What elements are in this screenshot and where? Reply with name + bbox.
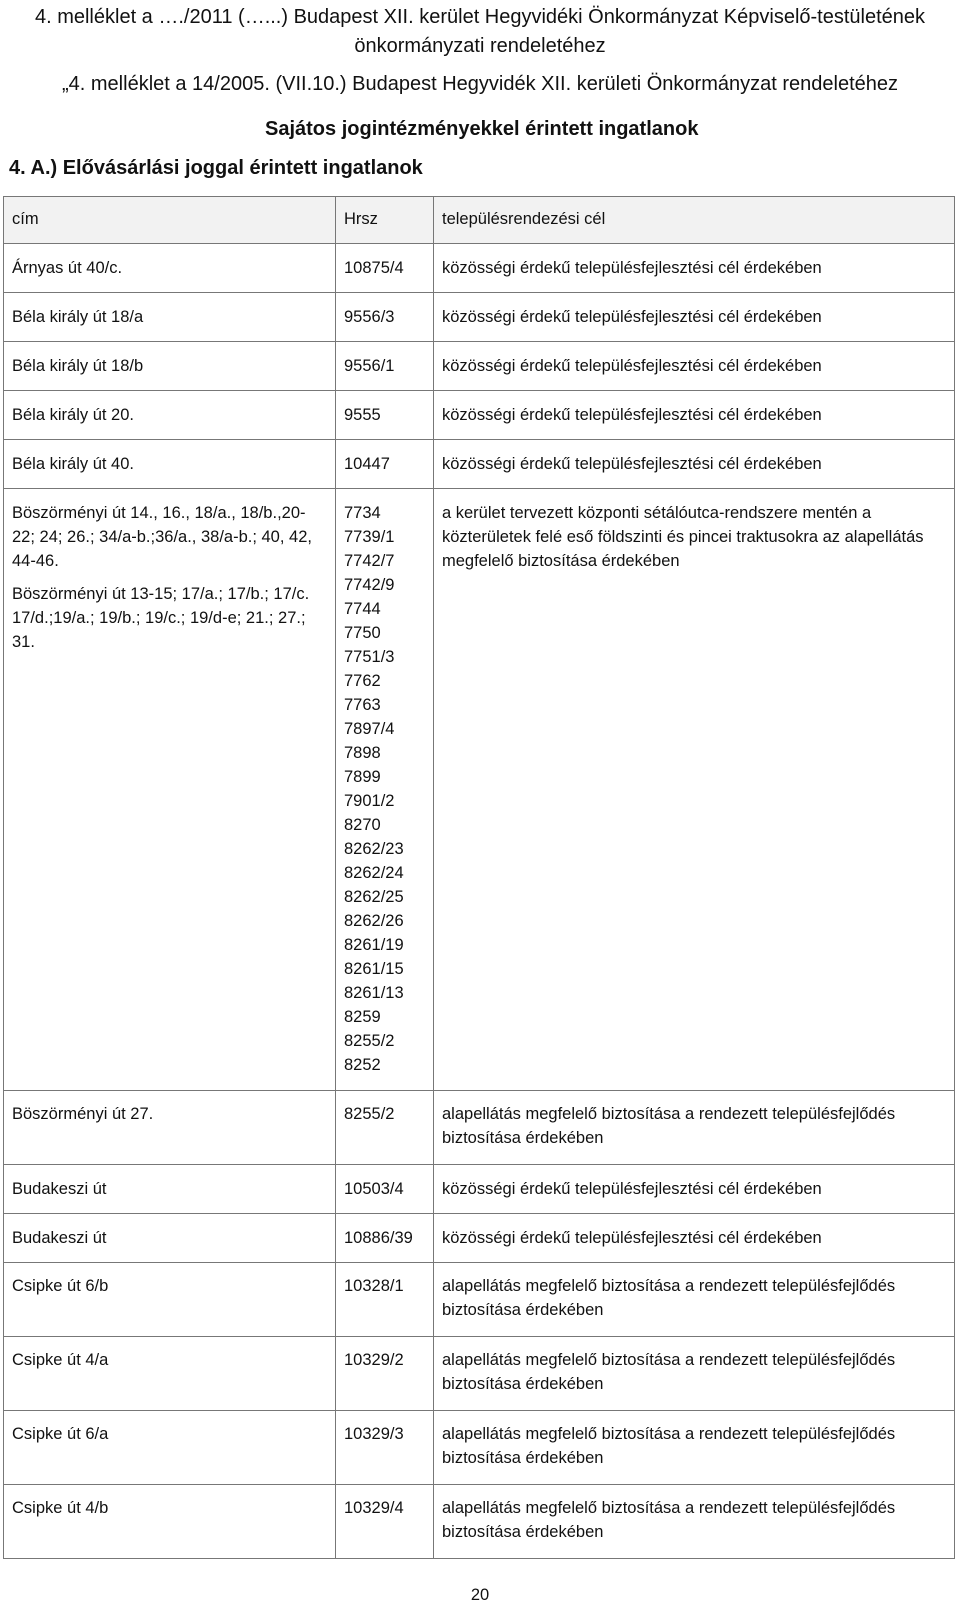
cell-address: Árnyas út 40/c. — [4, 244, 336, 293]
header-line-1: 4. melléklet a …./2011 (…...) Budapest XII. kerület Hegyvidéki Önkormányzat Képviselő-testületének — [34, 6, 926, 28]
cell-purpose: közösségi érdekű településfejlesztési cél érdekében — [434, 1214, 955, 1263]
cell-address: Csipke út 6/b — [4, 1263, 336, 1337]
cell-address: Csipke út 4/b — [4, 1485, 336, 1559]
cell-purpose: alapellátás megfelelő biztosítása a rendezett településfejlődés biztosítása érdekében — [434, 1337, 955, 1411]
table-row — [4, 1214, 955, 1263]
hrsz-list-item: 8261/13 — [344, 984, 404, 1002]
hrsz-list-item: 7742/9 — [344, 576, 395, 594]
table-row — [4, 391, 955, 440]
header-line-2: önkormányzati rendeletéhez — [354, 35, 606, 57]
property-table — [3, 196, 955, 1559]
cell-hrsz: 8255/2 — [336, 1091, 434, 1165]
cell-hrsz: 10328/1 — [336, 1263, 434, 1337]
cell-address: Budakeszi út — [4, 1214, 336, 1263]
hrsz-list-item: 8252 — [344, 1056, 381, 1074]
cell-hrsz: 10503/4 — [336, 1165, 434, 1214]
table-row — [4, 1337, 955, 1411]
cell-purpose: közösségi érdekű településfejlesztési cél érdekében — [434, 293, 955, 342]
cell-address: Béla király út 18/b — [4, 342, 336, 391]
cell-purpose: a kerület tervezett központi sétálóutca-rendszere mentén a közterületek felé eső földszinti és pincei traktusokra az alapellátás megfelelő biztosítása érdekében — [434, 489, 955, 1091]
hrsz-list-item: 8259 — [344, 1008, 381, 1026]
column-header-address: cím — [4, 197, 336, 244]
cell-purpose: közösségi érdekű településfejlesztési cél érdekében — [434, 440, 955, 489]
section-title: 4. A.) Elővásárlási joggal érintett ingatlanok — [9, 157, 423, 179]
table-row — [4, 1485, 955, 1559]
hrsz-list-item: 7751/3 — [344, 648, 395, 666]
table-row — [4, 440, 955, 489]
address-group-1: Böszörményi út 14., 16., 18/a., 18/b.,20-22; 24; 26.; 34/a-b.;36/a., 38/a-b.; 40, 42, 44-46. — [12, 504, 312, 570]
cell-address: Böszörményi út 27. — [4, 1091, 336, 1165]
hrsz-list-item: 7763 — [344, 696, 381, 714]
cell-hrsz: 10447 — [336, 440, 434, 489]
cell-purpose: alapellátás megfelelő biztosítása a rendezett településfejlődés biztosítása érdekében — [434, 1411, 955, 1485]
column-header-purpose: településrendezési cél — [434, 197, 955, 244]
cell-hrsz: 10329/2 — [336, 1337, 434, 1411]
hrsz-list-item: 8270 — [344, 816, 381, 834]
table-row — [4, 1263, 955, 1337]
cell-address: Csipke út 4/a — [4, 1337, 336, 1411]
cell-hrsz: 9556/1 — [336, 342, 434, 391]
header-line-3: „4. melléklet a 14/2005. (VII.10.) Budapest Hegyvidék XII. kerületi Önkormányzat rendeletéhez — [62, 73, 898, 95]
hrsz-list-item: 7901/2 — [344, 792, 395, 810]
table-header-row — [4, 197, 955, 244]
hrsz-list-item: 8261/19 — [344, 936, 404, 954]
table-row — [4, 1411, 955, 1485]
table-row — [4, 1091, 955, 1165]
cell-address: Béla király út 18/a — [4, 293, 336, 342]
cell-purpose: közösségi érdekű településfejlesztési cél érdekében — [434, 391, 955, 440]
cell-purpose: alapellátás megfelelő biztosítása a rendezett településfejlődés biztosítása érdekében — [434, 1485, 955, 1559]
cell-purpose: alapellátás megfelelő biztosítása a rendezett településfejlődés biztosítása érdekében — [434, 1091, 955, 1165]
cell-address: Béla király út 40. — [4, 440, 336, 489]
cell-hrsz: 9556/3 — [336, 293, 434, 342]
hrsz-list-item: 7742/7 — [344, 552, 395, 570]
cell-hrsz-list — [336, 489, 434, 1091]
cell-hrsz: 10329/3 — [336, 1411, 434, 1485]
table-row — [4, 342, 955, 391]
hrsz-list-item: 8262/25 — [344, 888, 404, 906]
hrsz-list-item: 7750 — [344, 624, 381, 642]
hrsz-list-item: 8261/15 — [344, 960, 404, 978]
cell-purpose: közösségi érdekű településfejlesztési cél érdekében — [434, 244, 955, 293]
cell-hrsz: 10875/4 — [336, 244, 434, 293]
hrsz-list-item: 7739/1 — [344, 528, 395, 546]
table-row — [4, 1165, 955, 1214]
hrsz-list-item: 7897/4 — [344, 720, 395, 738]
cell-purpose: alapellátás megfelelő biztosítása a rendezett településfejlődés biztosítása érdekében — [434, 1263, 955, 1337]
hrsz-list-item: 7744 — [344, 600, 381, 618]
hrsz-list-item: 7899 — [344, 768, 381, 786]
hrsz-list-item: 7762 — [344, 672, 381, 690]
cell-purpose: közösségi érdekű településfejlesztési cél érdekében — [434, 342, 955, 391]
hrsz-list-item: 7898 — [344, 744, 381, 762]
address-group-2: Böszörményi út 13-15; 17/a.; 17/b.; 17/c. 17/d.;19/a.; 19/b.; 19/c.; 19/d-e; 21.; 27.; 31. — [12, 585, 310, 651]
cell-address: Budakeszi út — [4, 1165, 336, 1214]
hrsz-list-item: 8262/24 — [344, 864, 404, 882]
cell-address: Csipke út 6/a — [4, 1411, 336, 1485]
cell-hrsz: 10886/39 — [336, 1214, 434, 1263]
cell-hrsz: 9555 — [336, 391, 434, 440]
cell-hrsz: 10329/4 — [336, 1485, 434, 1559]
document-subtitle: Sajátos jogintézményekkel érintett ingatlanok — [265, 118, 699, 140]
cell-address: Béla király út 20. — [4, 391, 336, 440]
hrsz-list-item: 8262/23 — [344, 840, 404, 858]
table-row — [4, 293, 955, 342]
hrsz-list-item: 8262/26 — [344, 912, 404, 930]
cell-address — [4, 489, 336, 1091]
table-row-boszormenyi-group — [4, 489, 955, 1091]
hrsz-list-item: 7734 — [344, 504, 381, 522]
table-row — [4, 244, 955, 293]
column-header-hrsz: Hrsz — [336, 197, 434, 244]
hrsz-list-item: 8255/2 — [344, 1032, 395, 1050]
cell-purpose: közösségi érdekű településfejlesztési cél érdekében — [434, 1165, 955, 1214]
page-number: 20 — [470, 1586, 490, 1604]
